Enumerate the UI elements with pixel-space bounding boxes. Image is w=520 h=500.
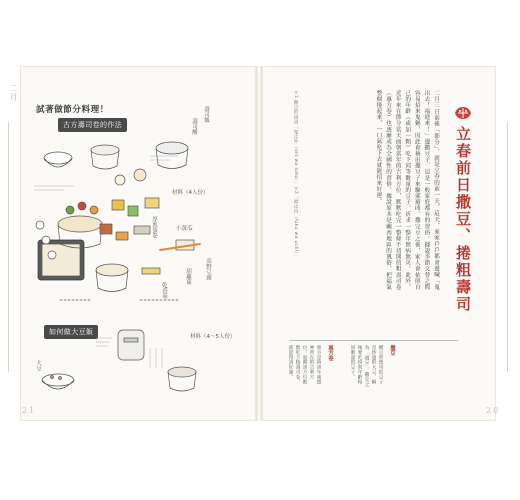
label-carrot: 胡蘿蔔 [185, 268, 191, 285]
note-body-mamemaki: 撒豆所使用的豆子是炒過的大豆，稱為「福豆」。撒完之後要吃掉與年齡相同數量的豆子。 [350, 345, 383, 387]
label-cucumber: 小黃瓜 [176, 226, 193, 232]
label-sushi-rice: 壽司飯 [203, 106, 209, 123]
note-heading-ehomaki: 惠方卷 [327, 345, 333, 362]
note-divider [290, 340, 458, 341]
label-koya-tofu: 高野豆腐 [205, 258, 211, 280]
page-number-left: 21 [22, 406, 37, 415]
illustration-heading: 試著做節分料理！ [36, 105, 109, 115]
section-label-soybean-rice: 如何做大豆飯 [44, 325, 98, 339]
running-head: 二月 [9, 84, 18, 102]
note-heading-mamemaki: 撒豆 [389, 345, 395, 356]
footnote: ＊1 撒豆的掛詞「鬼は外（oni wa soto）」＊2「福は内（fuku wa uchi）」 [293, 90, 298, 259]
label-omelette: 厚煎蛋卷 [151, 216, 157, 238]
page-title: 立春前日撒豆、捲粗壽司 [454, 126, 472, 313]
title-ornament [453, 104, 473, 126]
note-body-ehomaki: 惠方是指該年歲德神所在的吉利方位，面朝該方位默默吃下粗壽司卷，就能得到好運。 [288, 345, 321, 385]
section-label-sushi: 古方壽司卷的作法 [58, 118, 127, 132]
body-text: 二月三日前後「節分」，就是立春的前一天，這天，家家戶戶都會邊喊「鬼出去！福進來！」邊撒豆子，這是一般家庭都有的習俗。據說季節交替之際容易招來鬼魅，因此會藉由撒豆子來驅邪避凶。撒完豆之後，家人會依照自己的年齡（或加一顆）吃下同等數量的豆子，祈求一整年無病無災。此外，近年來在節分當天面朝當年的吉利方位，默默吃完一整條不切開的粗壽司卷（惠方卷）也逐漸成為全國性的習俗。據說原本是關西地區的風俗，把福氣整個捲起來，一口氣吃下去就能招來好運。 [375, 90, 439, 290]
label-shiitake: 乾香菇 [161, 282, 167, 299]
page-number-right: 20 [486, 406, 501, 415]
label-ingredients-45: 材料（4～5人份） [190, 334, 236, 340]
label-soybean: 大豆 [35, 360, 41, 371]
label-sushi-vinegar: 壽司醋 [191, 118, 197, 135]
label-ingredients-4: 材料（4人份） [172, 190, 209, 196]
